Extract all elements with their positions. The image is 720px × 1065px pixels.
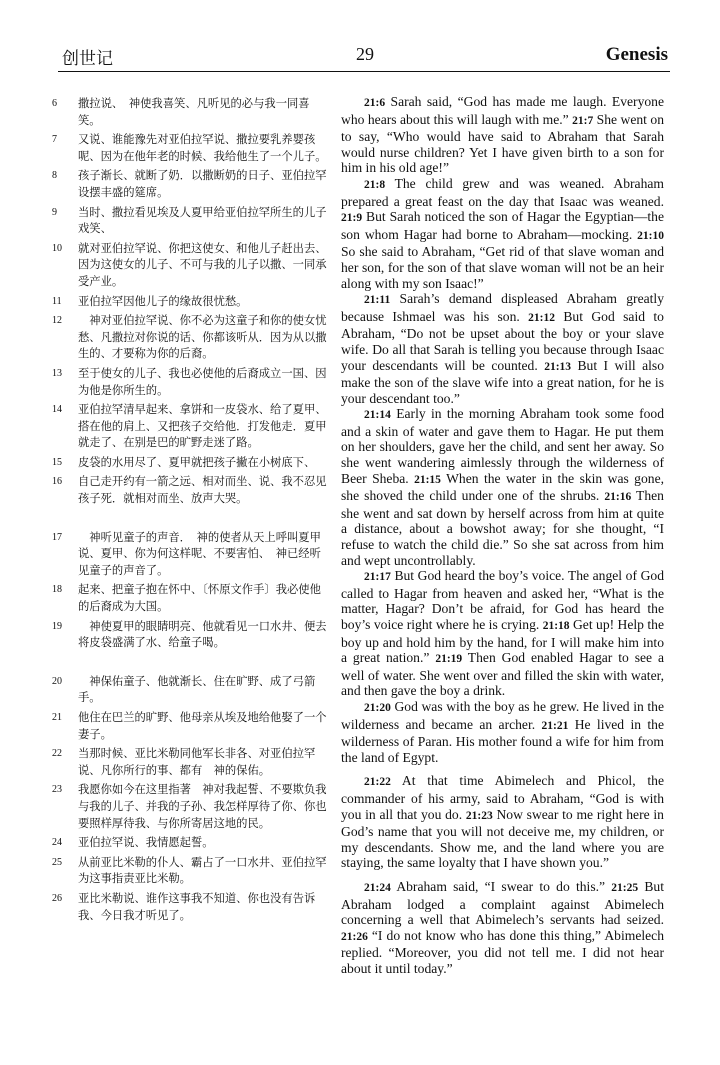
chinese-verse (52, 366, 327, 399)
verse-reference: 21:17 (364, 571, 391, 584)
verse-reference: 21:22 (364, 776, 391, 789)
verse-text: Get up! Help the boy up and hold him by the hand, for I will make him into a great nation.” (341, 617, 665, 666)
verse-text: Sarah said, “God has made me laugh. Everyone who hears about this will laugh with me.” (341, 94, 664, 127)
verse-text: Abraham said, “I swear to do this.” (390, 878, 612, 894)
verse-number: 15 (52, 456, 62, 468)
verse-text: 我愿你如今在这里指著 神对我起誓、不要欺负我与我的儿子、并我的子孙、我怎样厚待了你、你也要照样厚待我、与你所寄居这地的民。 (78, 783, 327, 830)
verse-number: 8 (52, 170, 57, 182)
verse-text: 就对亚伯拉罕说、你把这使女、和他儿子赶出去、因为这使女的儿子、不可与我的儿子以撒、一同承受产业。 (78, 241, 327, 288)
verse-reference: 21:15 (414, 473, 441, 486)
chinese-verse (52, 96, 327, 129)
chinese-column (52, 96, 327, 927)
english-paragraph (341, 699, 664, 765)
chinese-verse (52, 294, 327, 311)
verse-text: 他住在巴兰的旷野、他母亲从埃及地给他娶了一个妻子。 (78, 711, 327, 741)
chinese-verse (52, 455, 327, 472)
chinese-verse (52, 402, 327, 452)
verse-text: Then God enabled Hagar to see a well of water. She went over and filled the skin with water, and then gave the boy a drink. (341, 650, 664, 699)
verse-reference: 21:11 (364, 294, 391, 307)
verse-text: But God said to Abraham, “Do not be upset about the boy or your slave wife. Do all that Sarah is telling you because through Isaac your descendants will be counted. (341, 308, 664, 373)
verse-text: But Abraham lodged a complaint against Abimelech concerning a well that Abimelech’s servants had seized. (341, 878, 664, 928)
verse-number: 13 (52, 367, 62, 379)
verse-number: 18 (52, 584, 62, 596)
verse-number: 11 (52, 295, 62, 307)
verse-number: 21 (52, 712, 62, 723)
chinese-verse (52, 891, 327, 924)
verse-text: 至于使女的儿子、我也必使他的后裔成立一国、因为他是你所生的。 (78, 366, 327, 397)
verse-text: 当时、撒拉看见埃及人夏甲给亚伯拉罕所生的儿子戏笑、 (78, 205, 327, 236)
verse-reference: 21:7 (572, 114, 594, 127)
verse-text: “I do not know who has done this thing,” Abimelech replied. “Moreover, you did not tell me. I did not hear about it until today.” (341, 927, 664, 976)
verse-number: 7 (52, 134, 57, 146)
verse-number: 6 (52, 98, 57, 109)
chinese-book-title: 创世记 (62, 49, 113, 69)
verse-text: 当那时候、亚比米勒同他军长非各、对亚伯拉罕说、凡你所行的事、都有 神的保佑。 (78, 747, 316, 777)
verse-reference: 21:26 (341, 930, 368, 943)
verse-text: 神对亚伯拉罕说、你不必为这童子和你的使女忧愁、凡撒拉对你说的话、你都该听从．因为从以撒生的、才要称为你的后裔。 (78, 314, 327, 361)
verse-text: 亚伯拉罕清早起来、拿饼和一皮袋水、给了夏甲、搭在他的肩上、又把孩子交给他．打发他走．夏甲就走了、在别是巴的旷野走迷了路。 (78, 403, 327, 450)
english-paragraph (341, 406, 664, 568)
verse-text: 起来、把童子抱在怀中、〔怀原文作手〕我必使他的后裔成为大国。 (78, 583, 321, 614)
verse-text: Now swear to me right here in God’s name that you will not deceive me, my children, or my descendants. Show me, and the land where you are staying, the same loyalty that I have shown you.” (341, 806, 664, 871)
verse-text: But I will also make the son of the slave wife into a great nation, for he is your descendant too.” (341, 357, 664, 406)
verse-number: 22 (52, 748, 62, 760)
page-header (62, 44, 668, 72)
chinese-verse (52, 168, 327, 201)
english-paragraph (341, 879, 664, 977)
verse-reference: 21:14 (364, 409, 391, 422)
verse-text: When the water in the skin was gone, she shoved the child under one of the shrubs. (341, 470, 664, 504)
english-column (341, 94, 664, 976)
english-book-title: Genesis (605, 44, 668, 65)
verse-number: 12 (52, 315, 62, 327)
verse-text: The child grew and was weaned. Abraham prepared a great feast on the day that Isaac was weaned. (341, 175, 664, 209)
header-rule (58, 71, 670, 72)
verse-text: So she said to Abraham, “Get rid of that slave woman and her son, for the son of that slave woman will not be an heir along with my son Isaac!” (341, 244, 664, 291)
verse-number: 14 (52, 404, 62, 416)
verse-reference: 21:10 (637, 229, 664, 242)
verse-reference: 21:8 (364, 178, 386, 191)
verse-text: 神保佑童子、他就渐长、住在旷野、成了弓箭手。 (78, 674, 316, 705)
verse-text: 神听见童子的声音． 神的使者从天上呼叫夏甲说、夏甲、你为何这样呢、不要害怕、 神已经听见童子的声音了。 (78, 530, 321, 577)
verse-text: 从前亚比米勒的仆人、霸占了一口水井、亚伯拉罕为这事指责亚比米勒。 (78, 855, 327, 886)
chinese-verse (52, 205, 327, 238)
verse-text: He lived in the wilderness of Paran. His mother found a wife for him from the land of Egypt. (341, 716, 664, 765)
verse-text: But God heard the boy’s voice. The angel of God called to Hagar from heaven and asked her, “What is the matter, Hagar? Don’t be afraid, for God has heard the boy’s voice right where he is crying. (341, 568, 664, 632)
verse-text: But Sarah noticed the son of Hagar the Egyptian—the son whom Hagar had borne to Abraham—mocking. (341, 209, 664, 242)
verse-text: Sarah’s demand displeased Abraham greatly because Ishmael was his son. (341, 291, 664, 324)
verse-text: She went on to say, “Who would have said to Abraham that Sarah would nurse children? Yet I have given birth to a son for him in his old age!” (341, 111, 664, 176)
verse-number: 25 (52, 856, 62, 868)
verse-text: 孩子渐长、就断了奶．以撒断奶的日子、亚伯拉罕设摆丰盛的筵席。 (78, 169, 327, 199)
chinese-verse (52, 782, 327, 832)
verse-text: 亚伯拉罕因他儿子的缘故很忧愁。 (78, 294, 248, 308)
chinese-verse (52, 582, 327, 615)
verse-text: 撒拉说、 神使我喜笑、凡听见的必与我一同喜笑。 (78, 97, 310, 127)
verse-reference: 21:24 (364, 881, 391, 894)
verse-number: 26 (52, 892, 62, 904)
chinese-verse (52, 132, 327, 165)
verse-text: 自己走开约有一箭之远、相对而坐、说、我不忍见孩子死．就相对而坐、放声大哭。 (78, 475, 327, 506)
english-paragraph (341, 568, 664, 699)
english-paragraph (341, 176, 664, 291)
verse-text: Then she went and sat down by herself across from him at quite a distance, about a bowshot away; for she thought, “I refuse to watch the child die.” So she sat across from him and wept uncontrollably. (341, 488, 664, 568)
verse-text: 亚比米勒说、谁作这事我不知道、你也没有告诉我、今日我才听见了。 (78, 891, 316, 922)
verse-text: Early in the morning Abraham took some food and a skin of water and gave them to Hagar. He put them on her shoulders, gave her the child, and sent her away. So she went wandering aimlessly through the wilderness of Beer Sheba. (341, 406, 664, 486)
page-number: 29 (356, 44, 374, 64)
english-paragraph (341, 94, 664, 176)
verse-reference: 21:13 (544, 360, 572, 373)
verse-reference: 21:6 (364, 97, 386, 109)
verse-text: 皮袋的水用尽了、夏甲就把孩子撇在小树底下、 (78, 455, 316, 469)
chinese-verse (52, 474, 327, 507)
verse-text: 又说、谁能豫先对亚伯拉罕说、撒拉要乳养婴孩呢、因为在他年老的时候、我给他生了一个儿子。 (78, 133, 327, 163)
chinese-verse (52, 674, 327, 707)
verse-reference: 21:9 (341, 212, 363, 225)
verse-reference: 21:18 (542, 620, 570, 632)
chinese-verse (52, 313, 327, 363)
verse-reference: 21:21 (541, 719, 569, 732)
verse-text: God was with the boy as he grew. He lived in the wilderness and became an archer. (341, 698, 664, 732)
verse-text: 神使夏甲的眼睛明亮、他就看见一口水井、便去将皮袋盛满了水、给童子喝。 (78, 619, 327, 650)
verse-number: 16 (52, 476, 62, 488)
chinese-verse (52, 530, 327, 580)
chinese-verse (52, 835, 327, 852)
english-paragraph (341, 773, 664, 871)
chinese-verse (52, 710, 327, 743)
verse-number: 17 (52, 531, 62, 543)
verse-reference: 21:19 (435, 653, 463, 666)
verse-text: At that time Abimelech and Phicol, the commander of his army, said to Abraham, “God is with you in all that you do. (341, 773, 664, 822)
chinese-verse (52, 855, 327, 888)
verse-reference: 21:12 (528, 311, 555, 324)
chinese-verse (52, 619, 327, 652)
verse-number: 20 (52, 675, 62, 687)
english-paragraph (341, 291, 664, 406)
verse-number: 24 (52, 837, 62, 849)
verse-text: 亚伯拉罕说、我情愿起誓。 (78, 836, 214, 850)
verse-number: 10 (52, 242, 62, 254)
chinese-verse (52, 746, 327, 779)
verse-reference: 21:23 (465, 809, 493, 822)
verse-number: 9 (52, 206, 57, 218)
verse-number: 23 (52, 784, 62, 796)
chinese-verse (52, 241, 327, 291)
verse-reference: 21:16 (604, 491, 632, 504)
verse-number: 19 (52, 620, 62, 632)
verse-reference: 21:25 (611, 881, 639, 894)
verse-reference: 21:20 (364, 701, 391, 714)
